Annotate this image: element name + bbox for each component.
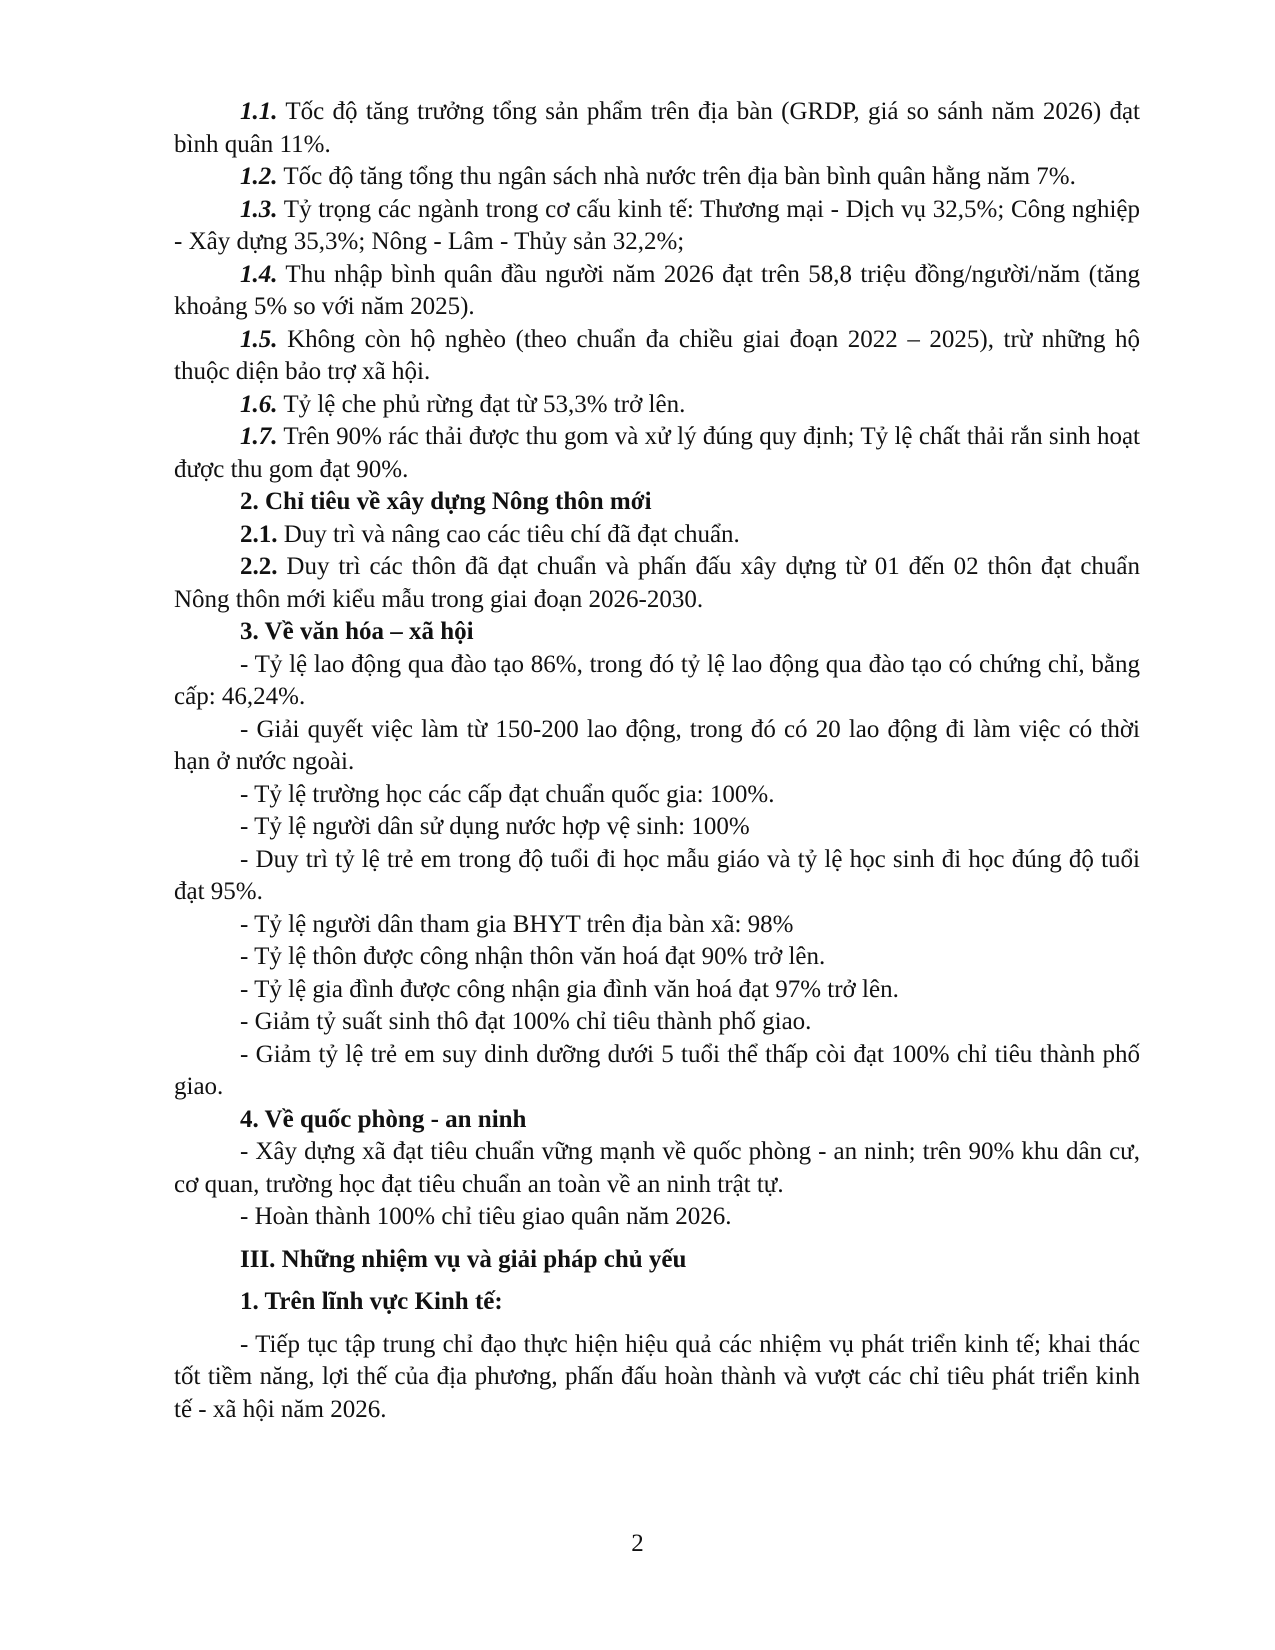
list-item: - Tỷ lệ lao động qua đào tạo 86%, trong đó tỷ lệ lao động qua đào tạo có chứng chỉ, bằng cấp: 46,24%. (174, 650, 1140, 710)
list-item: - Tỷ lệ thôn được công nhận thôn văn hoá đạt 90% trở lên. (240, 943, 826, 970)
list-item: - Tỷ lệ trường học các cấp đạt chuẩn quốc gia: 100%. (240, 780, 775, 808)
item-text: Tỷ lệ che phủ rừng đạt từ 53,3% trở lên. (283, 390, 686, 418)
section-4-heading: 4. Về quốc phòng - an ninh (240, 1105, 527, 1133)
part-3-heading: III. Những nhiệm vụ và giải pháp chủ yếu (240, 1245, 687, 1273)
item-number: 1.5. (240, 325, 278, 353)
item-1-5 (174, 324, 1140, 389)
item-text: Tốc độ tăng trưởng tổng sản phẩm trên địa bàn (GRDP, giá so sánh năm 2026) đạt bình quân 11%. (174, 98, 1140, 158)
list-item: - Tỷ lệ người dân tham gia BHYT trên địa bàn xã: 98% (240, 910, 794, 938)
document-page (174, 96, 1140, 1426)
item-1-1 (174, 96, 1140, 161)
item-text: Tỷ trọng các ngành trong cơ cấu kinh tế: Thương mại - Dịch vụ 32,5%; Công nghiệp - Xây dựng 35,3%; Nông - Lâm - Thủy sản 32,2%; (174, 195, 1140, 255)
item-number: 2.2. (240, 553, 278, 580)
item-number: 2.1. (240, 520, 278, 548)
item-text: Duy trì các thôn đã đạt chuẩn và phấn đấu xây dựng từ 01 đến 02 thôn đạt chuẩn Nông thôn mới kiểu mẫu trong giai đoạn 2026-2030. (174, 553, 1141, 613)
item-text: Thu nhập bình quân đầu người năm 2026 đạt trên 58,8 triệu đồng/người/năm (tăng khoảng 5% so với năm 2025). (174, 260, 1140, 320)
item-text: Trên 90% rác thải được thu gom và xử lý đúng quy định; Tỷ lệ chất thải rắn sinh hoạt được thu gom đạt 90%. (174, 423, 1140, 483)
list-item: - Duy trì tỷ lệ trẻ em trong độ tuổi đi học mẫu giáo và tỷ lệ học sinh đi học đúng độ tuổi đạt 95%. (174, 845, 1140, 905)
page-number: 2 (631, 1530, 644, 1557)
list-item: - Xây dựng xã đạt tiêu chuẩn vững mạnh về quốc phòng - an ninh; trên 90% khu dân cư, cơ quan, trường học đạt tiêu chuẩn an toàn về an ninh trật tự. (174, 1138, 1140, 1198)
item-1-2 (174, 161, 1140, 194)
item-number: 1.2. (240, 163, 278, 190)
item-number: 1.6. (240, 390, 278, 418)
item-text: Không còn hộ nghèo (theo chuẩn đa chiều giai đoạn 2022 – 2025), trừ những hộ thuộc diện bảo trợ xã hội. (174, 325, 1140, 385)
item-1-7 (174, 421, 1140, 486)
list-item: - Giải quyết việc làm từ 150-200 lao động, trong đó có 20 lao động đi làm việc có thời hạn ở nước ngoài. (174, 715, 1140, 775)
list-item: - Tỷ lệ người dân sử dụng nước hợp vệ sinh: 100% (240, 813, 750, 840)
item-2-2 (174, 551, 1140, 616)
item-text: Tốc độ tăng tổng thu ngân sách nhà nước trên địa bàn bình quân hằng năm 7%. (283, 163, 1076, 190)
item-number: 1.7. (240, 423, 278, 450)
section-2-heading: 2. Chỉ tiêu về xây dựng Nông thôn mới (240, 488, 652, 515)
item-number: 1.4. (240, 260, 278, 288)
item-number: 1.3. (240, 195, 278, 223)
item-number: 1.1. (240, 98, 278, 125)
item-1-6 (174, 389, 1140, 422)
list-item: - Tỷ lệ gia đình được công nhận gia đình văn hoá đạt 97% trở lên. (240, 975, 899, 1003)
list-item: - Hoàn thành 100% chỉ tiêu giao quân năm 2026. (240, 1203, 732, 1230)
list-item: - Giảm tỷ lệ trẻ em suy dinh dưỡng dưới 5 tuổi thể thấp còi đạt 100% chỉ tiêu thành phố giao. (174, 1040, 1140, 1100)
part-3-paragraph: - Tiếp tục tập trung chỉ đạo thực hiện hiệu quả các nhiệm vụ phát triển kinh tế; khai thác tốt tiềm năng, lợi thế của địa phương, phấn đấu hoàn thành và vượt các chỉ tiêu phát triển kinh tế - xã hội năm 2026. (174, 1330, 1140, 1423)
list-item: - Giảm tỷ suất sinh thô đạt 100% chỉ tiêu thành phố giao. (240, 1008, 812, 1035)
item-1-4 (174, 259, 1140, 324)
item-text: Duy trì và nâng cao các tiêu chí đã đạt chuẩn. (283, 520, 740, 548)
item-2-1 (174, 519, 1140, 552)
section-3-heading: 3. Về văn hóa – xã hội (240, 618, 474, 645)
part-3-sub-heading: 1. Trên lĩnh vực Kinh tế: (240, 1288, 503, 1315)
item-1-3 (174, 194, 1140, 259)
